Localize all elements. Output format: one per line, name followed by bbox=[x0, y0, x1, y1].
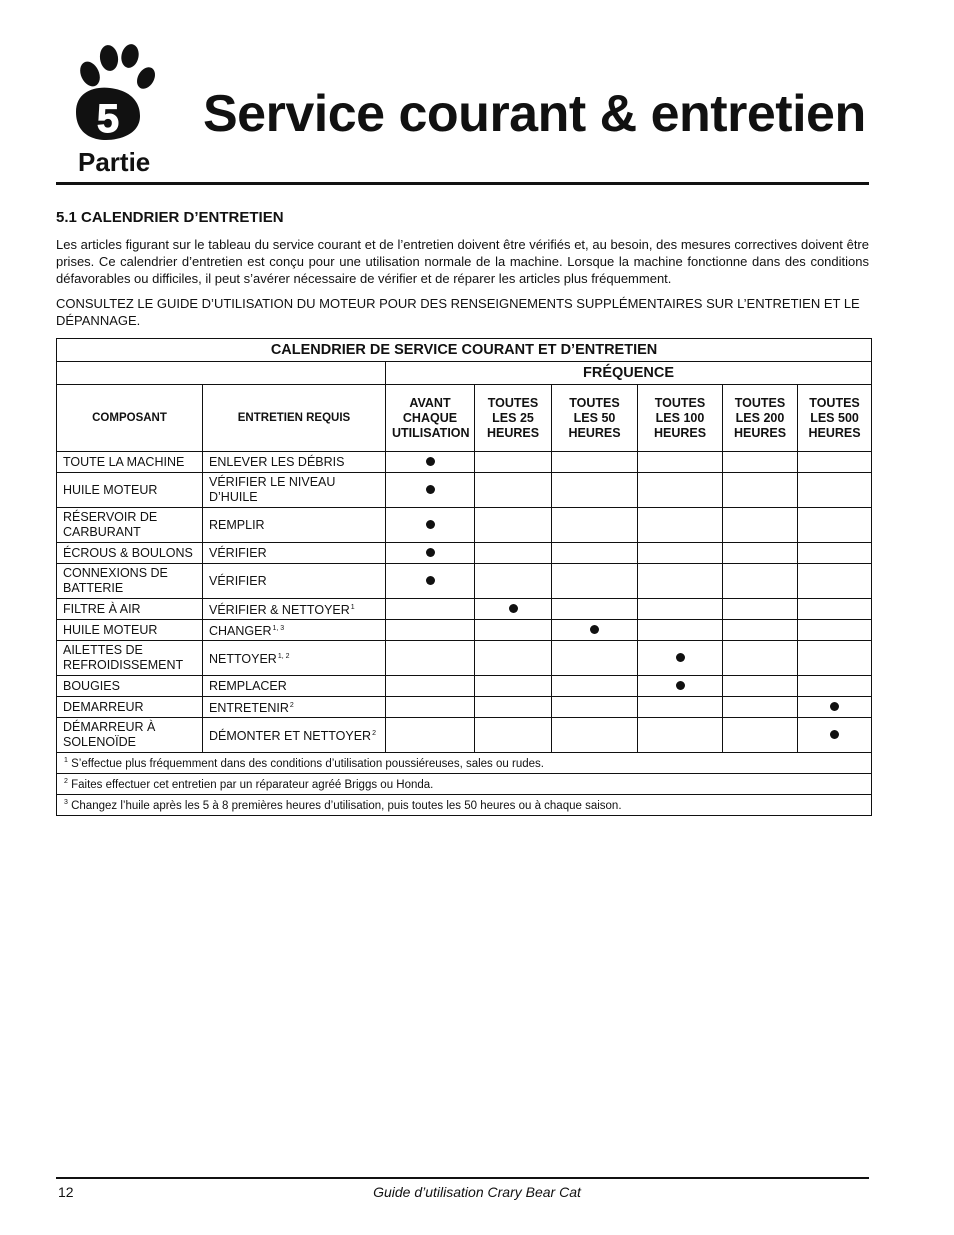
frequency-cell bbox=[723, 599, 798, 620]
frequency-cell bbox=[798, 620, 872, 641]
frequency-cell bbox=[723, 508, 798, 543]
column-header-frequency: TOUTES LES 200 HEURES bbox=[723, 385, 798, 452]
footnote-text: Faites effectuer cet entretien par un réparateur agréé Briggs ou Honda. bbox=[71, 778, 434, 791]
frequency-cell bbox=[723, 697, 798, 718]
table-row bbox=[57, 543, 872, 564]
footnote-reference: 2 bbox=[289, 702, 294, 709]
footnote-row bbox=[57, 774, 872, 795]
frequency-cell bbox=[638, 620, 723, 641]
frequency-cell bbox=[475, 543, 552, 564]
frequency-cell bbox=[386, 718, 475, 753]
frequency-cell bbox=[386, 620, 475, 641]
maintenance-task: NETTOYER bbox=[209, 652, 277, 666]
header-divider bbox=[56, 182, 869, 185]
maintenance-task: ENLEVER LES DÉBRIS bbox=[209, 454, 345, 469]
component-cell: AILETTES DE REFROIDISSEMENT bbox=[57, 641, 203, 676]
maintenance-task: DÉMONTER ET NETTOYER bbox=[209, 729, 372, 743]
frequency-cell bbox=[638, 564, 723, 599]
frequency-cell bbox=[552, 508, 638, 543]
footnote-cell bbox=[57, 774, 872, 795]
component-cell: ÉCROUS & BOULONS bbox=[57, 543, 203, 564]
frequency-cell bbox=[552, 641, 638, 676]
table-row bbox=[57, 620, 872, 641]
frequency-cell bbox=[638, 452, 723, 473]
schedule-dot-icon bbox=[676, 653, 685, 662]
component-cell: TOUTE LA MACHINE bbox=[57, 452, 203, 473]
schedule-dot-icon bbox=[426, 457, 435, 466]
frequency-cell bbox=[386, 473, 475, 508]
guide-title: Guide d’utilisation Crary Bear Cat bbox=[373, 1184, 581, 1200]
schedule-dot-icon bbox=[426, 485, 435, 494]
frequency-cell bbox=[723, 676, 798, 697]
frequency-cell bbox=[798, 718, 872, 753]
column-header-frequency: AVANT CHAQUE UTILISATION bbox=[386, 385, 475, 452]
frequency-cell bbox=[723, 543, 798, 564]
maintenance-task: REMPLIR bbox=[209, 517, 265, 532]
maintenance-task: REMPLACER bbox=[209, 678, 287, 693]
frequency-cell bbox=[723, 564, 798, 599]
frequency-cell bbox=[386, 676, 475, 697]
schedule-dot-icon bbox=[426, 548, 435, 557]
frequency-cell bbox=[638, 473, 723, 508]
frequency-cell bbox=[638, 543, 723, 564]
frequency-cell bbox=[798, 697, 872, 718]
maintenance-task: VÉRIFIER bbox=[209, 573, 267, 588]
frequency-cell bbox=[552, 452, 638, 473]
schedule-rows bbox=[57, 452, 872, 753]
frequency-cell bbox=[552, 620, 638, 641]
frequency-cell bbox=[798, 599, 872, 620]
column-header-frequency: TOUTES LES 500 HEURES bbox=[798, 385, 872, 452]
maintenance-task: CHANGER bbox=[209, 624, 272, 638]
maintenance-cell bbox=[203, 697, 386, 718]
frequency-cell bbox=[798, 473, 872, 508]
intro-paragraph: Les articles figurant sur le tableau du service courant et de l’entretien doivent être vérifiés et, au besoin, des mesures correctives doivent être prises. Ce calendrier d’entretien est conçu pour une utilisation normale de la machine. Lorsque la machine fonctionne dans des conditions défavorables ou difficiles, il peut s’avérer nécessaire de vérifier et de réparer les articles plus fréquemment. bbox=[56, 237, 869, 286]
table-row bbox=[57, 452, 872, 473]
footnote-reference: 1, 2 bbox=[277, 653, 290, 660]
maintenance-cell bbox=[203, 543, 386, 564]
table-row bbox=[57, 599, 872, 620]
frequency-cell bbox=[552, 718, 638, 753]
maintenance-cell bbox=[203, 641, 386, 676]
frequency-cell bbox=[723, 452, 798, 473]
schedule-dot-icon bbox=[830, 702, 839, 711]
maintenance-cell bbox=[203, 564, 386, 599]
frequency-cell bbox=[552, 564, 638, 599]
frequency-cell bbox=[638, 718, 723, 753]
column-header-frequency: TOUTES LES 100 HEURES bbox=[638, 385, 723, 452]
frequency-cell bbox=[723, 473, 798, 508]
frequency-cell bbox=[638, 676, 723, 697]
footnote-text: Changez l’huile après les 5 à 8 premières heures d’utilisation, puis toutes les 50 heures ou à chaque saison. bbox=[71, 799, 622, 812]
blank-cell bbox=[57, 362, 386, 385]
frequency-cell bbox=[552, 697, 638, 718]
table-row bbox=[57, 718, 872, 753]
frequency-cell bbox=[475, 676, 552, 697]
chapter-number: 5 bbox=[96, 97, 120, 141]
component-cell: DEMARREUR bbox=[57, 697, 203, 718]
maintenance-task: VÉRIFIER bbox=[209, 545, 267, 560]
frequency-cell bbox=[723, 620, 798, 641]
frequency-cell bbox=[475, 564, 552, 599]
component-cell: RÉSERVOIR DE CARBURANT bbox=[57, 508, 203, 543]
frequency-cell bbox=[475, 697, 552, 718]
section-heading: 5.1 CALENDRIER D’ENTRETIEN bbox=[56, 209, 284, 226]
table-row bbox=[57, 473, 872, 508]
maintenance-cell bbox=[203, 676, 386, 697]
table-title: CALENDRIER DE SERVICE COURANT ET D’ENTRETIEN bbox=[57, 339, 872, 362]
column-header-maintenance: ENTRETIEN REQUIS bbox=[203, 385, 386, 452]
frequency-cell bbox=[638, 599, 723, 620]
frequency-cell bbox=[386, 508, 475, 543]
chapter-label: Partie bbox=[78, 147, 151, 177]
footer-divider bbox=[56, 1177, 869, 1179]
frequency-cell bbox=[552, 473, 638, 508]
maintenance-task: ENTRETENIR bbox=[209, 701, 289, 715]
frequency-cell bbox=[552, 676, 638, 697]
frequency-header: FRÉQUENCE bbox=[386, 362, 872, 385]
table-row bbox=[57, 676, 872, 697]
footnote-mark: 2 bbox=[64, 777, 68, 785]
frequency-cell bbox=[723, 718, 798, 753]
frequency-cell bbox=[386, 452, 475, 473]
maintenance-schedule-table bbox=[56, 338, 872, 816]
footnote-mark: 3 bbox=[64, 798, 68, 806]
column-header-frequency: TOUTES LES 25 HEURES bbox=[475, 385, 552, 452]
table-row bbox=[57, 697, 872, 718]
maintenance-cell bbox=[203, 452, 386, 473]
page-number: 12 bbox=[58, 1184, 74, 1200]
maintenance-cell bbox=[203, 620, 386, 641]
frequency-cell bbox=[475, 508, 552, 543]
frequency-cell bbox=[798, 543, 872, 564]
schedule-notes bbox=[57, 753, 872, 816]
footnote-cell bbox=[57, 795, 872, 816]
maintenance-cell bbox=[203, 508, 386, 543]
frequency-cell bbox=[386, 641, 475, 676]
frequency-cell bbox=[386, 697, 475, 718]
table-row bbox=[57, 564, 872, 599]
page-title: Service courant & entretien bbox=[203, 85, 866, 143]
footnote-reference: 1 bbox=[350, 604, 355, 611]
engine-guide-note: CONSULTEZ LE GUIDE D’UTILISATION DU MOTEUR POUR DES RENSEIGNEMENTS SUPPLÉMENTAIRES SUR L’ENTRETIEN ET LE DÉPANNAGE. bbox=[56, 296, 860, 328]
schedule-dot-icon bbox=[426, 576, 435, 585]
frequency-cell bbox=[475, 599, 552, 620]
footnote-reference: 1, 3 bbox=[272, 625, 285, 632]
footnote-reference: 2 bbox=[372, 730, 376, 737]
frequency-cell bbox=[386, 543, 475, 564]
maintenance-cell bbox=[203, 473, 386, 508]
paw-print-icon bbox=[68, 42, 160, 142]
frequency-cell bbox=[638, 697, 723, 718]
frequency-cell bbox=[475, 641, 552, 676]
frequency-cell bbox=[798, 508, 872, 543]
frequency-cell bbox=[798, 676, 872, 697]
footnote-text: S’effectue plus fréquemment dans des conditions d’utilisation poussiéreuses, sales ou rudes. bbox=[71, 757, 544, 770]
column-header-frequency: TOUTES LES 50 HEURES bbox=[552, 385, 638, 452]
footnote-cell bbox=[57, 753, 872, 774]
schedule-dot-icon bbox=[590, 625, 599, 634]
frequency-cell bbox=[475, 452, 552, 473]
component-cell: DÉMARREUR À SOLENOÏDE bbox=[57, 718, 203, 753]
frequency-cell bbox=[552, 543, 638, 564]
frequency-cell bbox=[798, 564, 872, 599]
maintenance-task: VÉRIFIER LE NIVEAU D’HUILE bbox=[209, 475, 336, 504]
footnote-row bbox=[57, 795, 872, 816]
column-header-component: COMPOSANT bbox=[57, 385, 203, 452]
frequency-cell bbox=[475, 473, 552, 508]
component-cell: HUILE MOTEUR bbox=[57, 473, 203, 508]
frequency-cell bbox=[798, 641, 872, 676]
schedule-dot-icon bbox=[830, 730, 839, 739]
schedule-dot-icon bbox=[426, 520, 435, 529]
component-cell: FILTRE À AIR bbox=[57, 599, 203, 620]
maintenance-cell bbox=[203, 599, 386, 620]
component-cell: HUILE MOTEUR bbox=[57, 620, 203, 641]
frequency-cell bbox=[798, 452, 872, 473]
footnote-mark: 1 bbox=[64, 756, 68, 764]
frequency-cell bbox=[475, 718, 552, 753]
maintenance-task: VÉRIFIER & NETTOYER bbox=[209, 603, 350, 617]
frequency-cell bbox=[723, 641, 798, 676]
frequency-cell bbox=[475, 620, 552, 641]
schedule-dot-icon bbox=[509, 604, 518, 613]
table-row bbox=[57, 508, 872, 543]
table-row bbox=[57, 641, 872, 676]
component-cell: CONNEXIONS DE BATTERIE bbox=[57, 564, 203, 599]
frequency-cell bbox=[386, 564, 475, 599]
component-cell: BOUGIES bbox=[57, 676, 203, 697]
frequency-cell bbox=[638, 641, 723, 676]
footnote-row bbox=[57, 753, 872, 774]
frequency-cell bbox=[552, 599, 638, 620]
schedule-dot-icon bbox=[676, 681, 685, 690]
maintenance-cell bbox=[203, 718, 386, 753]
frequency-cell bbox=[638, 508, 723, 543]
frequency-cell bbox=[386, 599, 475, 620]
